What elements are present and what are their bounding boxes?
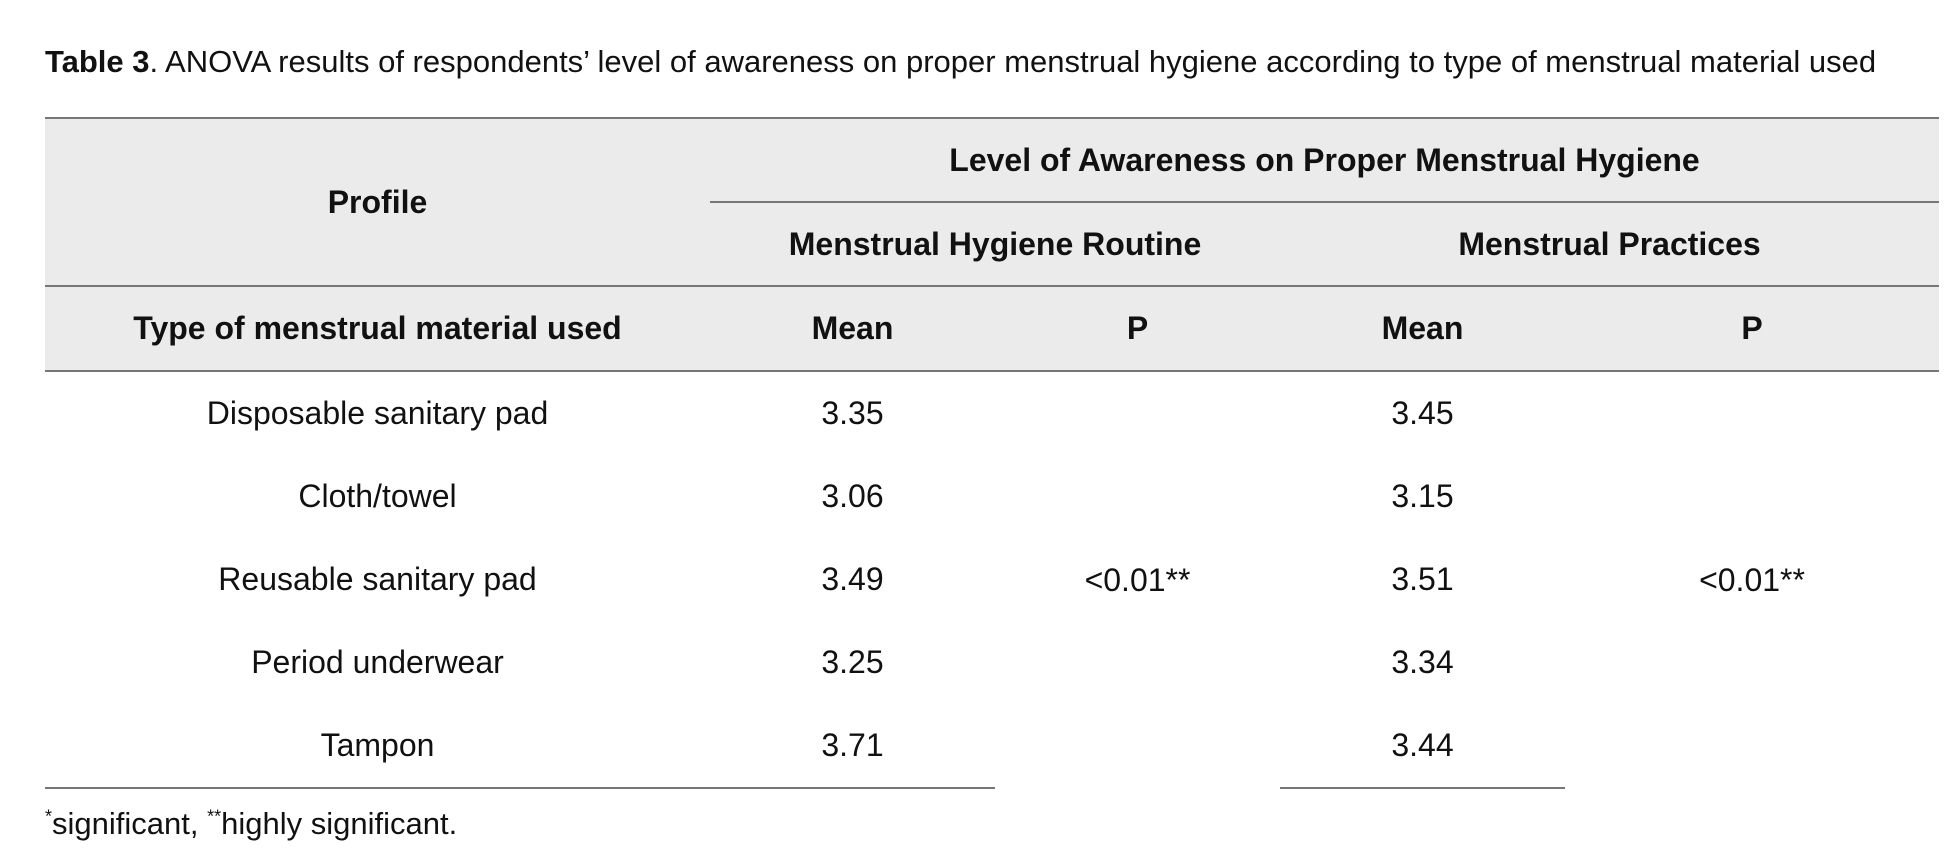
awareness-group-header: Level of Awareness on Proper Menstrual Hygiene — [710, 118, 1939, 202]
routine-mean-cell: 3.25 — [821, 644, 884, 680]
material-cell: Period underwear — [251, 644, 504, 680]
profile-header: Profile — [45, 118, 710, 286]
footnote-mark-significant: * — [45, 806, 53, 827]
practices-mean-cell: 3.34 — [1391, 644, 1454, 680]
practices-mean-cell: 3.45 — [1391, 395, 1454, 431]
routine-mean-cell: 3.49 — [821, 561, 884, 597]
routine-subgroup-header: Menstrual Hygiene Routine — [710, 202, 1280, 286]
practices-mean-cell: 3.15 — [1391, 478, 1454, 514]
practices-p-cell: <0.01** — [1699, 561, 1805, 598]
routine-mean-cell: 3.06 — [821, 478, 884, 514]
table-footnote — [45, 806, 457, 842]
practices-p-header: P — [1565, 286, 1939, 371]
table-caption — [45, 40, 1876, 84]
material-cell: Reusable sanitary pad — [218, 561, 537, 597]
routine-mean-cell: 3.35 — [821, 395, 884, 431]
material-column-header: Type of menstrual material used — [45, 286, 710, 371]
material-cell: Disposable sanitary pad — [206, 395, 549, 431]
table-caption-label: Table 3 — [45, 44, 150, 79]
table-row — [45, 371, 1939, 455]
practices-mean-cell: 3.44 — [1280, 704, 1565, 788]
footnote-significant-text: significant, — [52, 806, 208, 841]
footnote-highly-significant-text: highly significant. — [221, 806, 458, 841]
routine-mean-header: Mean — [710, 286, 995, 371]
material-cell: Cloth/towel — [298, 478, 457, 514]
material-cell: Tampon — [45, 704, 710, 788]
routine-mean-cell: 3.71 — [710, 704, 995, 788]
routine-p-cell: <0.01** — [1084, 561, 1191, 598]
practices-subgroup-header: Menstrual Practices — [1280, 202, 1939, 286]
footnote-mark-highly-significant: ** — [207, 806, 222, 827]
table-caption-text: . ANOVA results of respondents’ level of awareness on proper menstrual hygiene according to type of menstrual material used — [149, 44, 1877, 79]
practices-mean-header: Mean — [1280, 286, 1565, 371]
routine-p-header: P — [995, 286, 1280, 371]
practices-mean-cell: 3.51 — [1391, 561, 1454, 597]
anova-table — [45, 117, 1939, 789]
